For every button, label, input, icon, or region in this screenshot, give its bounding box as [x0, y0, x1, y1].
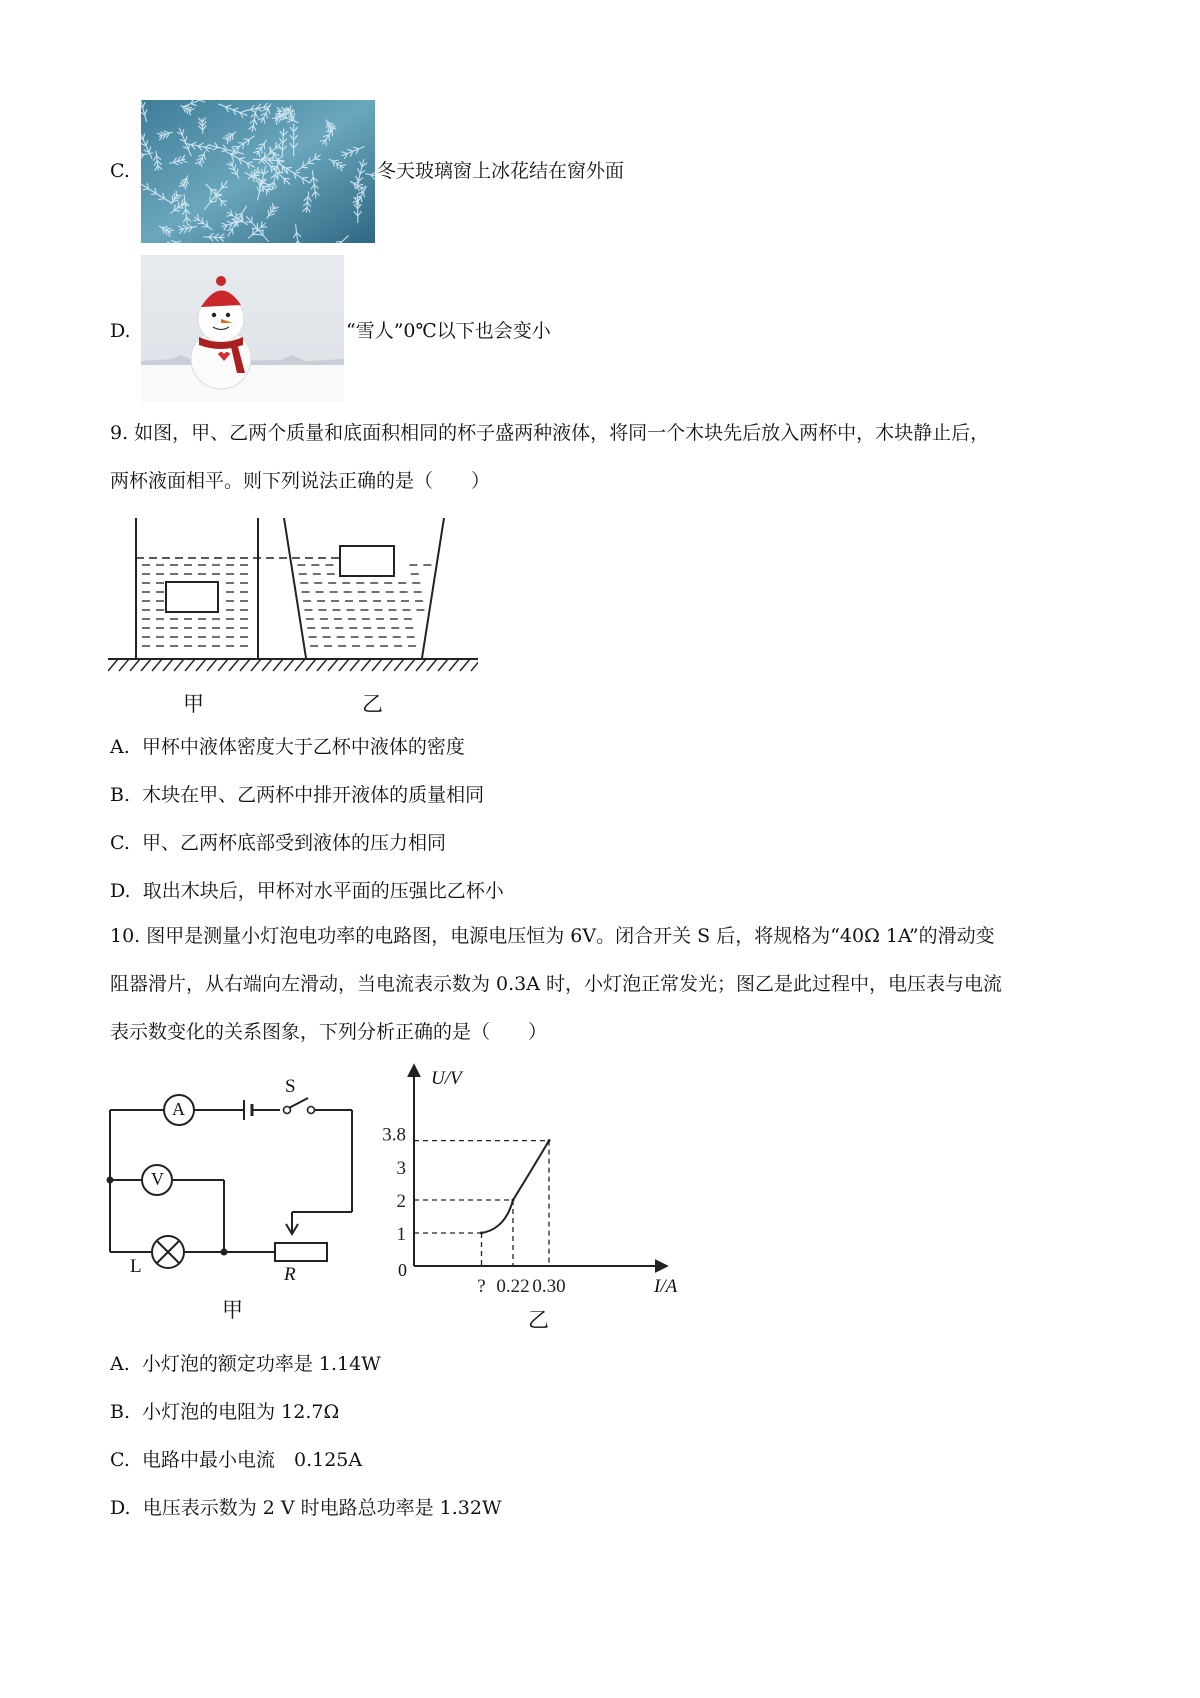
x-axis-label: I/A [654, 1276, 678, 1297]
option-letter: D. [110, 1497, 131, 1519]
u-i-curve [482, 1141, 550, 1233]
rheostat-label: R [284, 1264, 296, 1285]
q9-option-b[interactable] [110, 784, 504, 832]
y-tick-label: 3.8 [382, 1124, 406, 1146]
option-text: 电路中最小电流 0.125A [142, 1449, 363, 1471]
option-c-letter: C. [110, 160, 130, 182]
option-letter: B. [110, 784, 131, 806]
option-letter: B. [110, 1401, 131, 1423]
q9-label-jia: 甲 [183, 692, 204, 716]
option-text: 小灯泡的额定功率是 1.14W [141, 1353, 381, 1375]
data-point [480, 1232, 483, 1235]
option-text: 电压表示数为 2 V 时电路总功率是 1.32W [142, 1497, 502, 1519]
option-text: 甲、乙两杯底部受到液体的压力相同 [142, 832, 447, 854]
switch-label: S [285, 1076, 296, 1097]
y-tick-label: 2 [396, 1191, 406, 1212]
option-d-text: “雪人”0℃以下也会变小 [346, 320, 551, 342]
option-d-letter: D. [110, 320, 131, 342]
snowman-photo [141, 255, 344, 402]
lamp-label: L [130, 1256, 142, 1277]
circuit-caption: 甲 [222, 1298, 243, 1322]
x-tick-label: 0.30 [532, 1276, 566, 1297]
q9-line-2: 两杯液面相平。则下列说法正确的是（ ） [110, 470, 491, 492]
graph-caption: 乙 [528, 1308, 549, 1332]
option-c-text: 冬天玻璃窗上冰花结在窗外面 [377, 160, 625, 182]
q9-option-a[interactable] [110, 736, 504, 784]
data-point [548, 1139, 551, 1142]
q9-option-c[interactable] [110, 832, 504, 880]
option-text: 取出木块后，甲杯对水平面的压强比乙杯小 [142, 880, 504, 902]
origin-label: 0 [398, 1260, 407, 1280]
ui-graph [370, 1058, 700, 1328]
q9-options [110, 736, 504, 928]
option-letter: A. [110, 1353, 130, 1375]
y-tick-label: 1 [396, 1224, 406, 1245]
x-tick-label: 0.22 [496, 1276, 530, 1297]
option-letter: D. [110, 880, 131, 902]
q10-line-1: 10. 图甲是测量小灯泡电功率的电路图，电源电压恒为 6V。闭合开关 S 后，将规格为“40Ω 1A”的滑动变 [110, 925, 995, 947]
q10-line-2: 阻器滑片，从右端向左滑动，当电流表示数为 0.3A 时，小灯泡正常发光；图乙是此过程中，电压表与电流 [110, 973, 1003, 995]
option-text: 甲杯中液体密度大于乙杯中液体的密度 [141, 736, 465, 758]
frost-window-photo [141, 100, 375, 243]
option-letter: C. [110, 832, 130, 854]
q9-line-1: 9. 如图，甲、乙两个质量和底面积相同的杯子盛两种液体，将同一个木块先后放入两杯中，木块静止后， [110, 422, 990, 444]
x-tick-label: ? [477, 1276, 486, 1297]
q9-figure [108, 515, 478, 715]
q10-line-3: 表示数变化的关系图象，下列分析正确的是（ ） [110, 1021, 548, 1043]
q10-option-c[interactable] [110, 1449, 502, 1497]
q10-option-a[interactable] [110, 1353, 502, 1401]
ammeter-symbol: A [172, 1099, 185, 1119]
q9-label-yi: 乙 [362, 692, 383, 716]
option-letter: A. [110, 736, 130, 758]
voltmeter-symbol: V [151, 1169, 164, 1189]
q10-option-b[interactable] [110, 1401, 502, 1449]
option-text: 木块在甲、乙两杯中排开液体的质量相同 [142, 784, 485, 806]
q10-options [110, 1353, 502, 1545]
q10-option-d[interactable] [110, 1497, 502, 1545]
y-tick-label: 3 [396, 1158, 406, 1179]
y-axis-label: U/V [431, 1068, 462, 1089]
data-point [512, 1199, 515, 1202]
option-text: 小灯泡的电阻为 12.7Ω [142, 1401, 340, 1423]
option-letter: C. [110, 1449, 130, 1471]
